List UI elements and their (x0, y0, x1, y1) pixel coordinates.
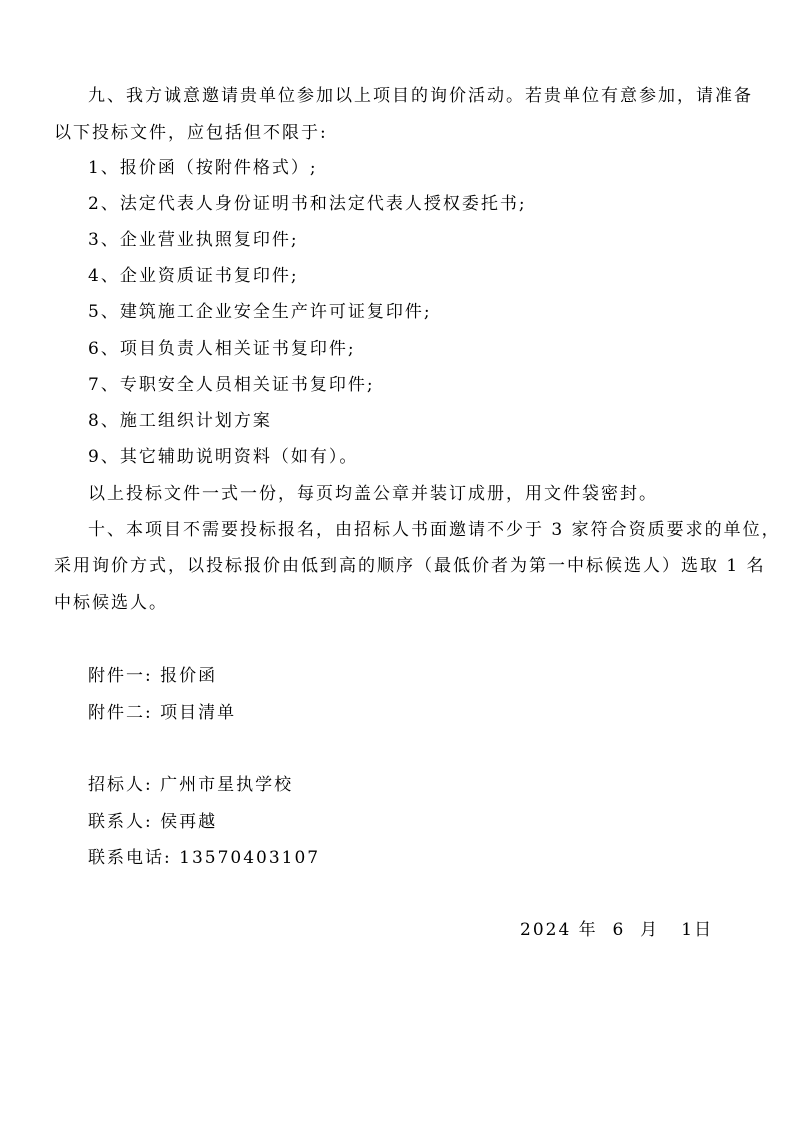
list-item: 8、施工组织计划方案 (88, 411, 272, 431)
list-item: 2、法定代表人身份证明书和法定代表人授权委托书; (88, 194, 527, 214)
contact-person: 联系人: 侯再越 (88, 812, 218, 832)
document-date: 2024 年 6 月 1日 (520, 920, 714, 940)
section9-line1: 九、我方诚意邀请贵单位参加以上项目的询价活动。若贵单位有意参加，请准备 (88, 86, 753, 106)
list-item: 9、其它辅助说明资料（如有）。 (88, 447, 359, 467)
list-item: 7、专职安全人员相关证书复印件; (88, 375, 375, 395)
section10-line1: 十、本项目不需要投标报名，由招标人书面邀请不少于 3 家符合资质要求的单位， (88, 520, 781, 540)
list-item: 1、报价函（按附件格式）; (88, 158, 318, 178)
section9-closing: 以上投标文件一式一份，每页均盖公章并装订成册，用文件袋密封。 (88, 484, 658, 504)
list-item: 6、项目负责人相关证书复印件; (88, 339, 356, 359)
section10-line3: 中标候选人。 (54, 593, 168, 613)
attachment-1: 附件一: 报价函 (88, 666, 218, 686)
list-item: 4、企业资质证书复印件; (88, 266, 299, 286)
list-item: 5、建筑施工企业安全生产许可证复印件; (88, 302, 432, 322)
attachment-2: 附件二: 项目清单 (88, 703, 237, 723)
tenderer: 招标人: 广州市星执学校 (88, 775, 294, 795)
section9-line2: 以下投标文件，应包括但不限于: (54, 123, 328, 143)
list-item: 3、企业营业执照复印件; (88, 230, 299, 250)
contact-phone: 联系电话: 13570403107 (88, 848, 321, 868)
section10-line2: 采用询价方式，以投标报价由低到高的顺序（最低价者为第一中标候选人）选取 1 名 (54, 556, 766, 576)
